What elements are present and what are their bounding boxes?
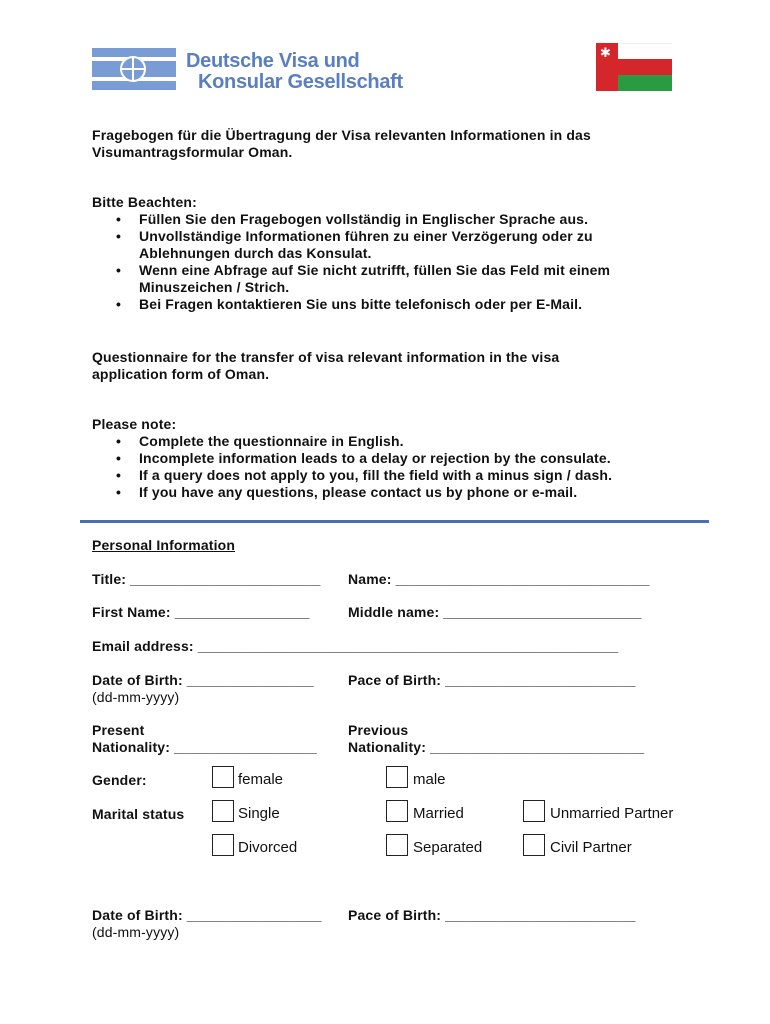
german-note-heading: Bitte Beachten: [92,194,197,210]
option-unmarried-partner: Unmarried Partner [550,805,674,822]
date-of-birth-field[interactable]: Date of Birth: ________________ [92,672,314,688]
option-female: female [238,771,284,788]
logo-text-line1: Deutsche Visa und [186,50,360,72]
list-item: • Bei Fragen kontaktieren Sie uns bitte telefonisch oder per E-Mail. [92,296,610,313]
logo-text-line2: Konsular Gesellschaft [198,71,403,93]
checkbox-male[interactable] [386,766,408,788]
german-title-line2: Visumantragsformular Oman. [92,144,293,160]
company-logo [92,48,176,90]
english-title-line1: Questionnaire for the transfer of visa relevant information in the visa [92,349,560,365]
option-separated: Separated [413,839,483,856]
checkbox-civil-partner[interactable] [523,834,545,856]
name-field[interactable]: Name: ________________________________ [348,571,650,587]
english-note-heading: Please note: [92,416,177,432]
gender-label: Gender: [92,772,147,788]
section-divider [80,520,709,523]
present-nationality-label: Present [92,722,145,738]
checkbox-divorced[interactable] [212,834,234,856]
option-civil-partner: Civil Partner [550,839,632,856]
list-item: • Wenn eine Abfrage auf Sie nicht zutrifft, füllen Sie das Feld mit einem Minuszeichen / Strich. [92,262,610,296]
list-item: • If you have any questions, please contact us by phone or e-mail. [92,484,612,501]
date-format-hint: (dd-mm-yyyy) [92,689,180,705]
middle-name-field[interactable]: Middle name: _________________________ [348,604,642,620]
checkbox-single[interactable] [212,800,234,822]
option-male: male [413,771,446,788]
english-notes-list [92,433,612,501]
german-notes-list [92,211,610,313]
oman-flag [596,43,672,91]
option-married: Married [413,805,464,822]
place-of-birth-field-2[interactable]: Pace of Birth: ________________________ [348,907,636,923]
list-item: • Unvollständige Informationen führen zu einer Verzögerung oder zu Ablehnungen durch das Konsulat. [92,228,610,262]
globe-icon [120,56,146,82]
checkbox-unmarried-partner[interactable] [523,800,545,822]
list-item: • If a query does not apply to you, fill the field with a minus sign / dash. [92,467,612,484]
list-item: • Füllen Sie den Fragebogen vollständig in Englischer Sprache aus. [92,211,610,228]
list-item: • Complete the questionnaire in English. [92,433,612,450]
email-field[interactable]: Email address: _____________________________________________________ [92,638,619,654]
present-nationality-field[interactable]: Nationality: __________________ [92,739,317,755]
title-field[interactable]: Title: ________________________ [92,571,321,587]
place-of-birth-field[interactable]: Pace of Birth: ________________________ [348,672,636,688]
previous-nationality-field[interactable]: Nationality: ___________________________ [348,739,645,755]
marital-status-label: Marital status [92,806,185,822]
english-title-line2: application form of Oman. [92,366,270,382]
first-name-field[interactable]: First Name: _________________ [92,604,310,620]
german-title-line1: Fragebogen für die Übertragung der Visa relevanten Informationen in das [92,127,591,143]
option-single: Single [238,805,280,822]
option-divorced: Divorced [238,839,298,856]
checkbox-separated[interactable] [386,834,408,856]
checkbox-female[interactable] [212,766,234,788]
date-of-birth-field-2[interactable]: Date of Birth: _________________ [92,907,322,923]
list-item: • Incomplete information leads to a delay or rejection by the consulate. [92,450,612,467]
section-title-personal-information: Personal Information [92,537,236,553]
date-format-hint-2: (dd-mm-yyyy) [92,924,180,940]
emblem-icon: ✱ [600,45,611,60]
checkbox-married[interactable] [386,800,408,822]
previous-nationality-label: Previous [348,722,409,738]
